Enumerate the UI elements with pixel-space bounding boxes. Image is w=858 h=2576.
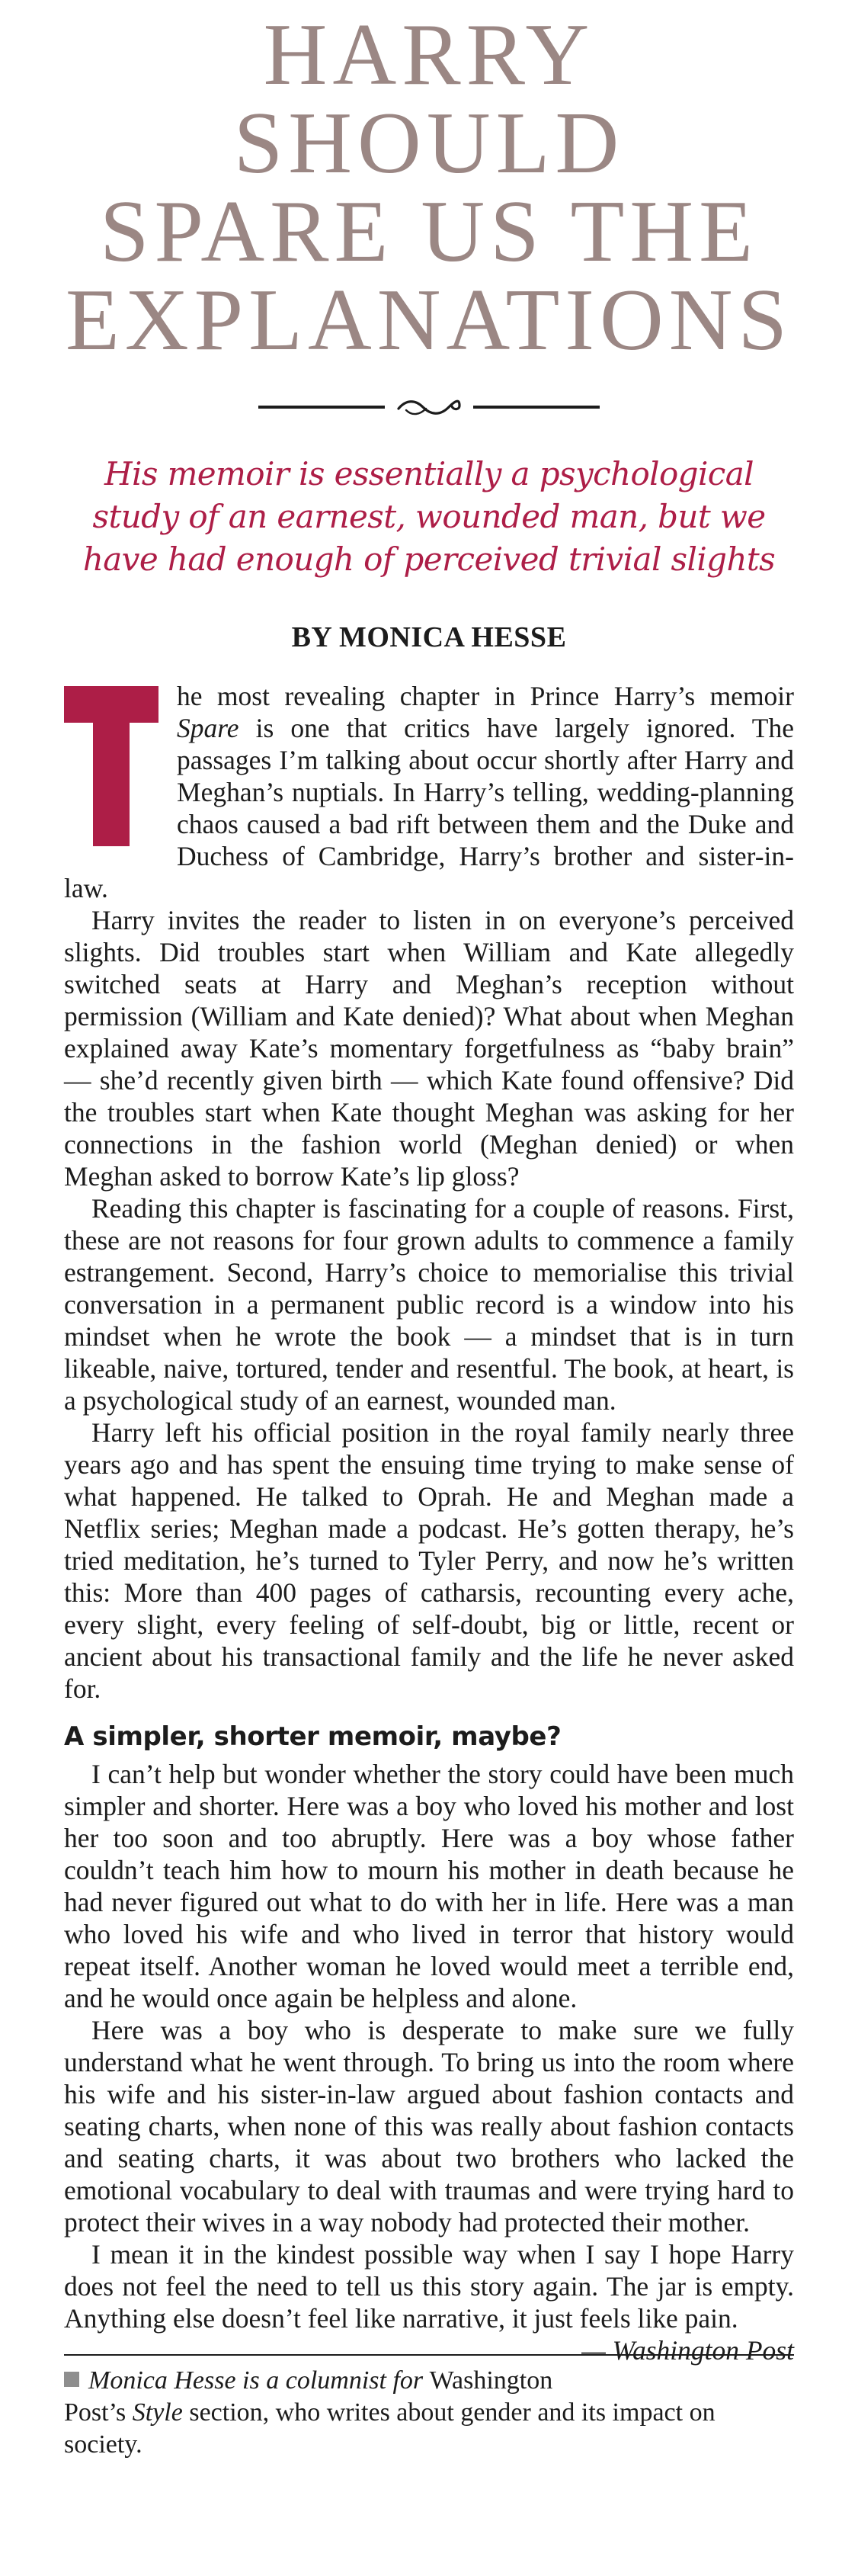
swash-ornament-icon (395, 393, 463, 421)
ornament-divider (64, 392, 794, 422)
standfirst-line-2: study of an earnest, wounded man, but we (92, 498, 766, 535)
paragraph-3: Reading this chapter is fascinating for a couple of reasons. First, these are not reasons for four grown adults to commence a family estrangement. Second, Harry’s choice to memorialise this trivial conversation in a permanent public record is a window into his mindset when he wrote the book — a mindset that is in turn likeable, naive, tortured, tender and resentful. The book, at heart, is a psychological study of an earnest, wounded man. (64, 1193, 794, 1416)
footnote-text-b: Washington Post’s (64, 2366, 553, 2427)
headline (64, 6, 794, 369)
drop-cap-letter-icon (64, 686, 158, 846)
paragraph-2: Harry invites the reader to listen in on everyone’s perceived slights. Did troubles start when William and Kate allegedly switched seats at Harry and Meghan’s reception without permission (William and Kate denied)? What about when Meghan explained away Kate’s momentary forgetfulness as “baby brain” — she’d recently given birth — which Kate found offensive? Did the troubles start when Kate thought Meghan was asking for her connections in the fashion world (Meghan denied) or when Meghan asked to borrow Kate’s lip gloss? (64, 905, 794, 1192)
paragraph-4: Harry left his official position in the royal family nearly three years ago and has spent the ensuing time trying to make sense of what happened. He talked to Oprah. He and Meghan made a Netflix series; Meghan made a podcast. He’s gotten therapy, he’s tried meditation, he’s turned to Tyler Perry, and now he’s written this: More than 400 pages of catharsis, recounting every ache, every slight, every feeling of self-doubt, big or little, recent or ancient about his transactional family and the life he never asked for. (64, 1417, 794, 1704)
divider-rule-right (473, 406, 600, 409)
headline-line-2: SPARE US THE (99, 183, 759, 281)
headline-line-1: HARRY SHOULD (233, 6, 625, 192)
divider-rule-left (258, 406, 385, 409)
headline-line-3: EXPLANATIONS (66, 271, 792, 369)
standfirst-line-3: have had enough of perceived trivial slights (82, 541, 776, 578)
drop-cap (64, 686, 158, 846)
byline: BY MONICA HESSE (291, 621, 567, 653)
paragraph-1 (64, 680, 794, 904)
paragraph-7-text: I mean it in the kindest possible way when I say I hope Harry does not feel the need to tell us this story again. The jar is empty. Anything else doesn’t feel like narrative, it just feels like pain. (64, 2239, 794, 2334)
book-title: Spare (177, 713, 239, 743)
section-subhead: A simpler, shorter memoir, maybe? (64, 1721, 562, 1752)
standfirst-line-1: His memoir is essentially a psychological (104, 455, 754, 492)
square-bullet-icon (64, 2372, 79, 2387)
standfirst (64, 453, 794, 581)
paragraph-5: I can’t help but wonder whether the story could have been much simpler and shorter. Here was a boy who loved his mother and lost her too soon and too abruptly. Here was a boy whose father couldn’t teach him how to mourn his mother in death because he had never figured out what to do with her in life. Here was a man who loved his wife and who lived in terror that history would repeat itself. Another woman he loved would meet a terrible end, and he would once again be helpless and alone. (64, 1759, 794, 2013)
author-footnote (64, 2365, 794, 2461)
signoff: — Washington Post (581, 2335, 794, 2366)
footnote-text-c: Style (132, 2398, 183, 2427)
paragraph-7 (64, 2238, 794, 2366)
paragraph-1-text-b: is one that critics have largely ignored. The passages I’m talking about occur shortly after Harry and Meghan’s nuptials. In Harry’s telling, wedding-planning chaos caused a bad rift between them and the Duke and Duchess of Cambridge, Harry’s brother and sister-in-law. (64, 713, 794, 903)
footnote-text-a: Monica Hesse is a columnist for (88, 2366, 430, 2395)
footnote-text-d: section, who writes about gender and its impact on society. (64, 2398, 716, 2459)
article-body (64, 680, 794, 2366)
paragraph-1-text-a: he most revealing chapter in Prince Harry’s memoir (177, 681, 794, 711)
paragraph-6: Here was a boy who is desperate to make sure we fully understand what he went through. To bring us into the room where his wife and his sister-in-law argued about fashion contacts and seating charts, when none of this was really about fashion contacts and seating charts, it was about two brothers who lacked the emotional vocabulary to deal with traumas and were trying hard to protect their wives in a way nobody had protected their mother. (64, 2015, 794, 2238)
